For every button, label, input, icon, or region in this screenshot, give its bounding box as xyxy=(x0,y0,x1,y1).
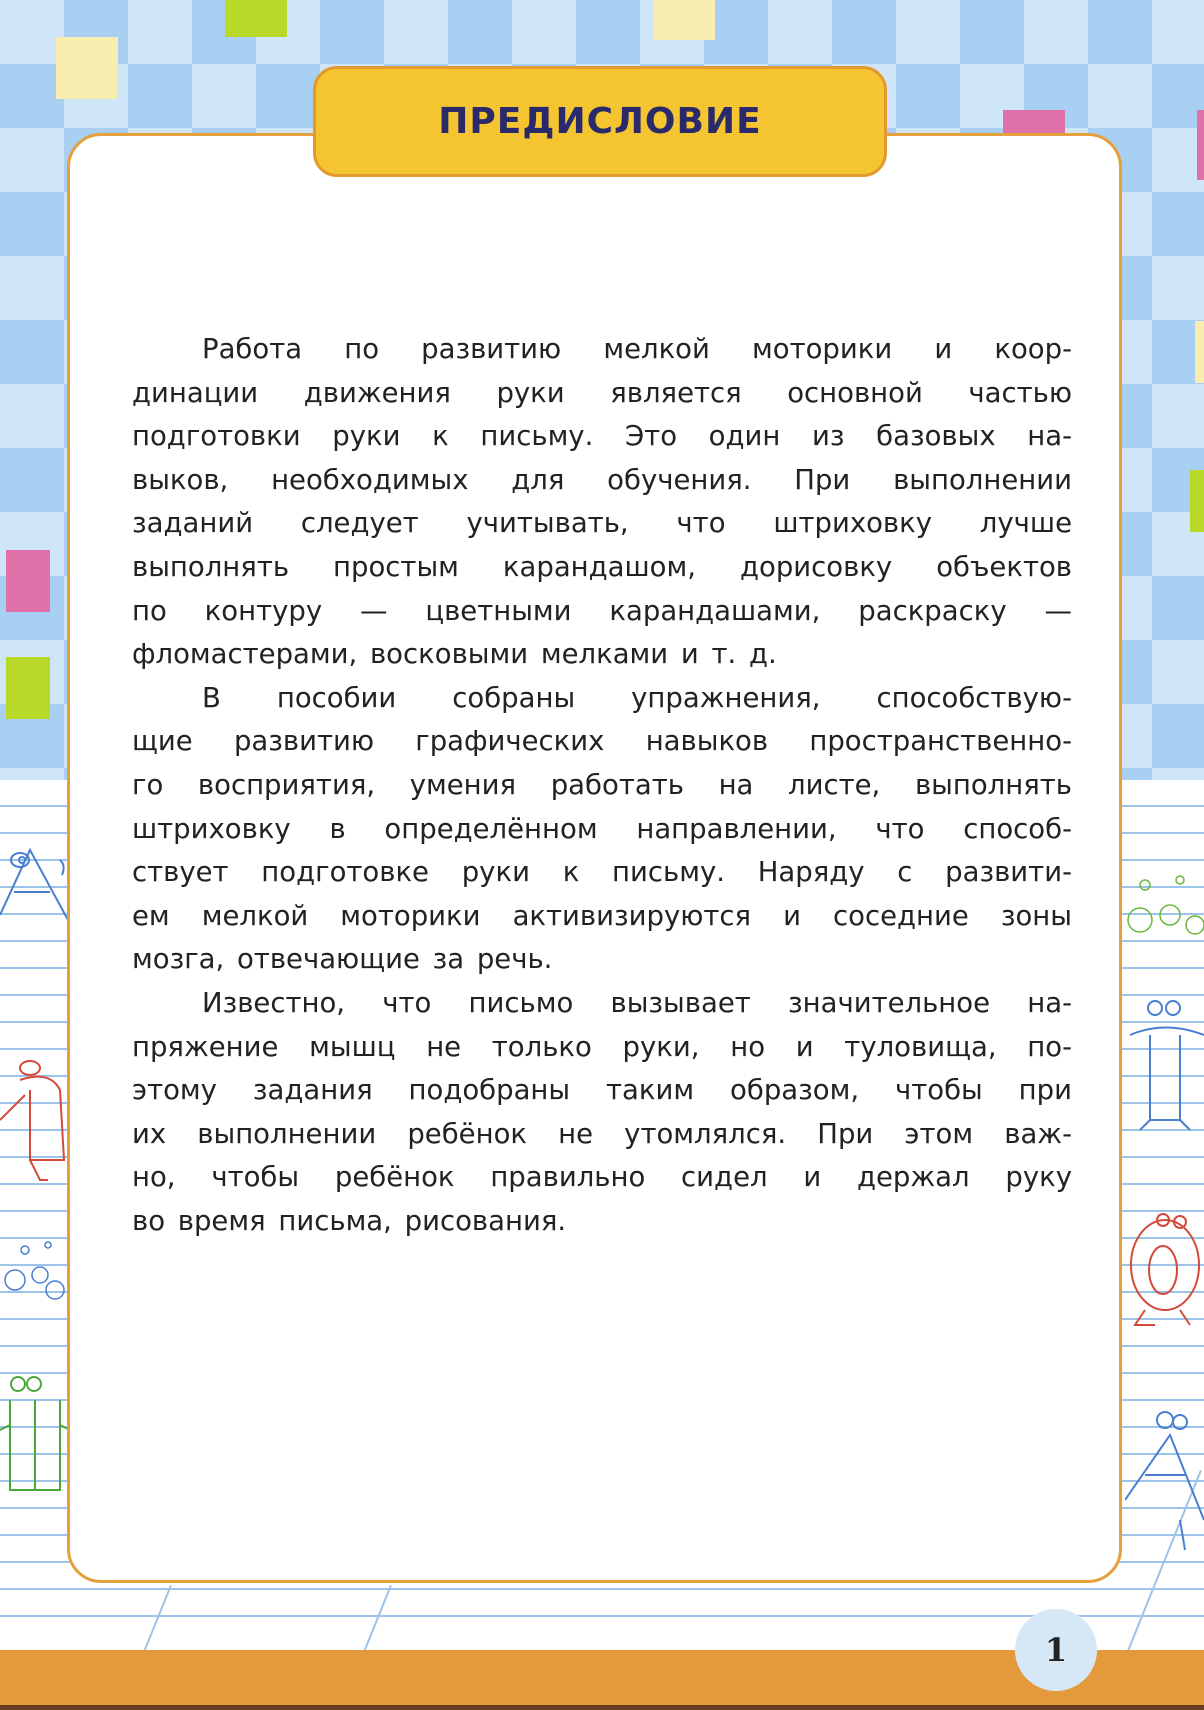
letter-a-character-icon xyxy=(1125,1400,1204,1560)
text-line: В пособии собраны упражнения, способствую- xyxy=(202,681,1072,714)
paragraph-1 xyxy=(132,328,1072,677)
text-line: пряжение мышц не только руки, но и туловища, по- xyxy=(132,1030,1072,1063)
accent-tile-yellow xyxy=(1195,321,1204,383)
text-line: подготовки руки к письму. Это один из базовых на- xyxy=(132,420,1072,453)
accent-tile-yellow xyxy=(653,0,715,40)
text-line: заданий следует учитывать, что штриховку лучше xyxy=(132,507,1072,540)
page-number-badge xyxy=(1015,1609,1097,1691)
accent-tile-green xyxy=(6,657,50,719)
text-line: их выполнении ребёнок не утомлялся. При этом важ- xyxy=(132,1117,1072,1150)
page-number: 1 xyxy=(1044,1631,1068,1669)
text-line: по контуру — цветными карандашами, раскраску — xyxy=(132,594,1072,627)
text-line: этому задания подобраны таким образом, чтобы при xyxy=(132,1074,1072,1107)
accent-tile-pink xyxy=(6,550,50,612)
letter-sh-character-icon xyxy=(0,1370,70,1510)
page-title: ПРЕДИСЛОВИЕ xyxy=(438,101,762,142)
letter-o-character-icon xyxy=(1125,1200,1204,1340)
text-line: мозга, отвечающие за речь. xyxy=(132,943,553,976)
text-line: во время письма, рисования. xyxy=(132,1204,567,1237)
text-line: ствует подготовке руки к письму. Наряду с развити- xyxy=(132,856,1072,889)
letter-t-character-icon xyxy=(1125,990,1204,1140)
accent-tile-pink xyxy=(1197,110,1204,180)
text-line: Работа по развитию мелкой моторики и коор- xyxy=(202,333,1072,365)
accent-tile-green xyxy=(225,0,287,37)
text-line: выков, необходимых для обучения. При выполнении xyxy=(132,463,1072,496)
text-line: выполнять простым карандашом, дорисовку объектов xyxy=(132,550,1072,583)
text-line: го восприятия, умения работать на листе, выполнять xyxy=(132,768,1072,801)
text-line: фломастерами, восковыми мелками и т. д. xyxy=(132,638,777,671)
text-line: щие развитию графических навыков пространственно- xyxy=(132,725,1072,758)
text-line: но, чтобы ребёнок правильно сидел и держал руку xyxy=(132,1161,1072,1194)
letter-a-character-icon xyxy=(0,820,70,950)
paragraph-3 xyxy=(132,982,1072,1244)
paragraph-2 xyxy=(132,677,1072,982)
flowers-icon xyxy=(0,1230,70,1310)
text-line: Известно, что письмо вызывает значительное на- xyxy=(202,986,1072,1019)
text-line: штриховку в определённом направлении, что способ- xyxy=(132,812,1072,845)
bottom-edge xyxy=(0,1705,1204,1710)
preface-body xyxy=(132,328,1072,1243)
text-line: ем мелкой моторики активизируются и соседние зоны xyxy=(132,899,1072,932)
accent-tile-yellow xyxy=(56,37,118,99)
accent-tile-green xyxy=(1190,470,1204,532)
text-line: динации движения руки является основной частью xyxy=(132,376,1072,409)
letter-ya-character-icon xyxy=(0,1050,70,1190)
flowers-icon xyxy=(1125,860,1204,950)
title-banner xyxy=(313,66,887,177)
